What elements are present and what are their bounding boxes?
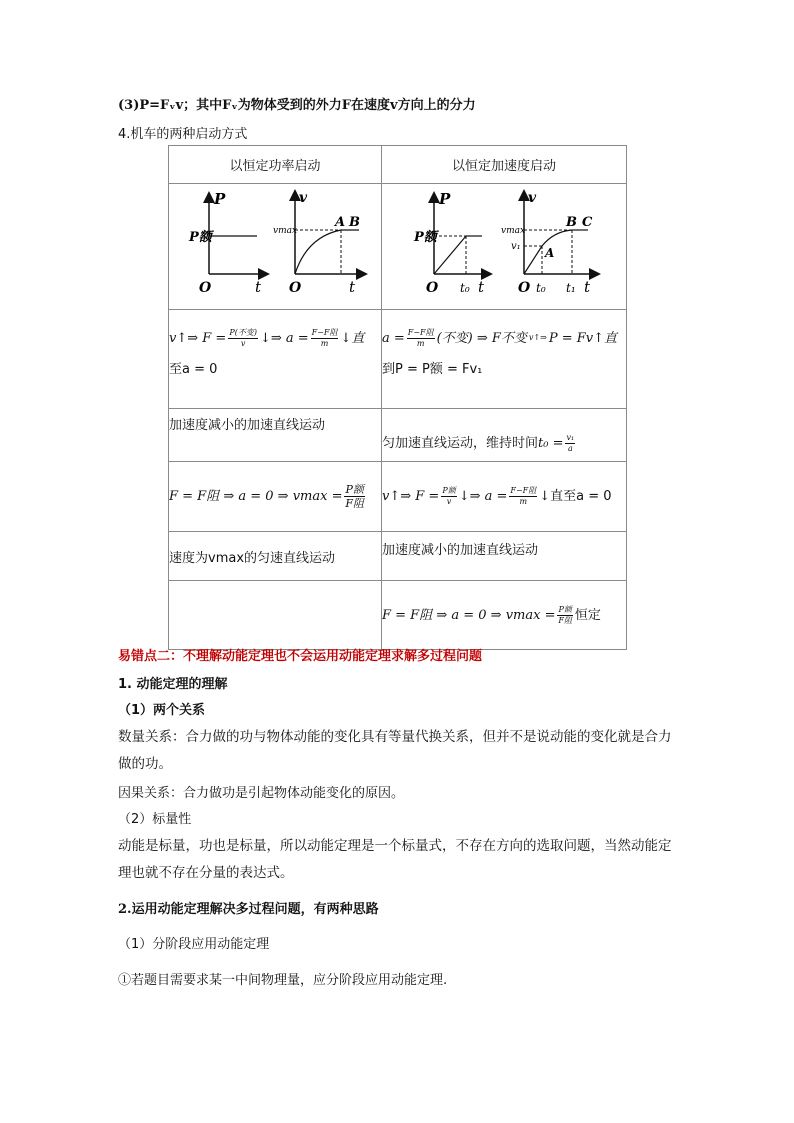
row1-right-text: 到P = P额 = Fv₁ [382,361,483,377]
quantity-relation-paragraph: 数量关系：合力做的功与物体动能的变化具有等量代换关系，但并不是说动能的变化就是合力做的功。 [118,729,672,772]
row1-right-cell [382,310,627,409]
section-2-item1: ①若题目需要求某一中间物理量，应分阶段应用动能定理. [118,973,448,988]
startup-comparison-table [168,145,627,650]
r5r-a: F = F阻 ⇒ a = 0 ⇒ vmax = [382,607,556,623]
r3r-frac2: $\frac{\text{F−F阻}}{m}$ [510,486,537,506]
row4-left-cell: 速度为vmax的匀速直线运动 [169,532,382,581]
pt2-ramp [434,236,466,274]
vt2-curve [542,230,572,246]
row1-left-text: 至a = 0 [169,361,218,377]
r1r-c: P = Fv↑直 [548,330,618,346]
section-2-title: 2.运用动能定理解决多过程问题，有两种思路 [118,902,379,917]
section-1-title: 1. 动能定理的理解 [118,677,228,692]
r3l-frac: $\frac{\text{P额}}{\text{F阻}}$ [345,483,364,510]
pt-label-t: t [255,278,262,296]
vt2-label-origin: O [518,280,531,296]
pt2-label-p: P [439,190,451,208]
pt2-label-t: t [478,278,485,296]
cause-relation-line: 因果关系：合力做功是引起物体动能变化的原因。 [118,786,405,801]
vt2-label-a: A [545,246,555,260]
r1r-b: (不变) ⇒ F不变 [436,330,527,346]
header-constant-acceleration: 以恒定加速度启动 [382,146,627,184]
graph-cell-constant-acceleration [382,184,627,310]
r3r-a: v↑⇒ F = [382,489,440,504]
r3r-frac1: $\frac{\text{P额}}{v}$ [442,486,456,506]
section-1-sub2: （2）标量性 [118,812,192,827]
r3r-b: ↓⇒ a = [458,489,508,504]
vt2-label-t1: t₁ [566,281,576,295]
r1l-frac1: $\frac{\text{P(不变)}}{v}$ [229,327,257,348]
row5-right-cell [382,581,627,650]
r1l-a: v↑⇒ F = [169,330,227,346]
vt-curve [295,230,341,274]
graph-cell-constant-power [169,184,382,310]
r1r-arrow: v↑⇒ [528,333,547,342]
row2-left-cell: 加速度减小的加速直线运动 [169,409,382,462]
r3r-text: 直至a = 0 [550,489,612,504]
r5r-text: 恒定 [574,607,601,623]
power-formula-line: (3)P=Fᵥv；其中Fᵥ为物体受到的外力F在速度v方向上的分力 [118,98,476,113]
pt-label-p: P [214,190,226,208]
pt2-label-t0: t₀ [460,281,470,295]
row1-left-cell [169,310,382,409]
vt2-label-v: v [528,190,537,206]
vt2-ramp [524,246,542,274]
vt2-label-v1: v₁ [511,241,521,252]
pt2-label-origin: O [426,280,439,296]
graphs-constant-acceleration [382,184,626,305]
vt2-label-t0: t₀ [536,281,546,295]
vt-label-v: v [299,190,308,206]
section-1-sub1: （1）两个关系 [118,703,206,718]
pt-label-p-rated: P额 [189,230,212,245]
r1l-frac2: $\frac{\text{F−F阻}}{m}$ [311,327,338,348]
r3l-a: F = F阻 ⇒ a = 0 ⇒ vmax = [169,489,343,504]
vt-label-origin: O [289,280,302,296]
r1l-c: ↓直 [340,330,365,346]
row2-right-cell [382,409,627,462]
r5r-frac: $\frac{\text{P额}}{\text{F阻}}$ [558,604,572,625]
section-4-title: 4.机车的两种启动方式 [118,127,248,142]
vt2-label-vmax: vmax [501,226,526,236]
vt-label-t: t [349,278,356,296]
r3r-c: ↓ [539,489,551,504]
r1r-frac1: $\frac{\text{F−F阻}}{m}$ [407,327,434,348]
vt2-label-c: C [582,215,593,230]
r1l-b: ↓⇒ a = [259,330,309,346]
vt-label-vmax: vmax [273,226,298,236]
row1-left-formula [169,328,381,349]
row3-right-cell [382,462,627,532]
vt2-label-b: B [566,215,577,230]
r2r-t0: t₀ = [538,435,564,451]
r2r-frac: $\frac{\text{v₁}}{a}$ [566,432,575,453]
vt2-label-t: t [584,278,591,296]
graphs-constant-power [169,184,381,305]
vt-label-a: A [335,215,346,230]
mistake-2-heading: 易错点二：不理解动能定理也不会运用动能定理求解多过程问题 [118,649,483,664]
r1r-a: a = [382,330,405,346]
row3-left-cell [169,462,382,532]
header-constant-power: 以恒定功率启动 [169,146,382,184]
pt2-label-p-rated: P额 [414,230,437,245]
r2r-text: 匀加速直线运动，维持时间 [382,435,539,451]
scalar-paragraph: 动能是标量，功也是标量，所以动能定理是一个标量式，不存在方向的选取问题，当然动能定理也就不存在分量的表达式。 [118,838,672,881]
row4-right-cell: 加速度减小的加速直线运动 [382,532,627,581]
row1-right-formula [382,328,626,349]
section-2-sub1: （1）分阶段应用动能定理 [118,937,270,952]
vt-label-b: B [349,215,360,230]
pt-label-origin: O [199,280,212,296]
row5-left-cell [169,581,382,650]
